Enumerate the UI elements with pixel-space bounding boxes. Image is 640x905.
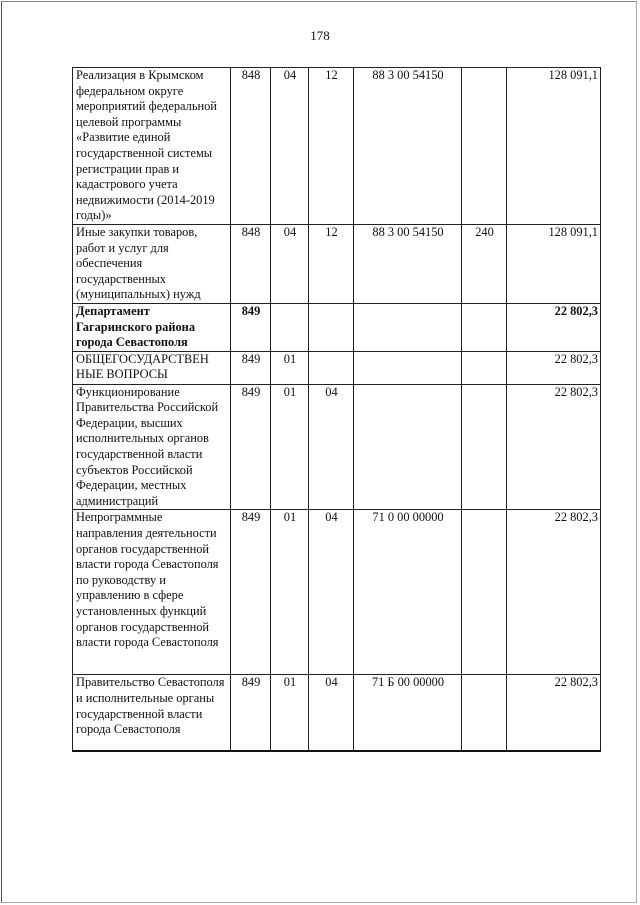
- expense-type-cell: [462, 303, 507, 351]
- expense-type-cell: 240: [462, 224, 507, 303]
- target-article-cell: 88 3 00 54150: [354, 224, 462, 303]
- ved-cell: 849: [231, 675, 271, 751]
- expense-type-cell: [462, 675, 507, 751]
- ved-cell: 849: [231, 303, 271, 351]
- section-cell: 01: [271, 351, 309, 384]
- subsection-cell: [309, 351, 354, 384]
- subsection-cell: 04: [309, 675, 354, 751]
- row-name-cell: Правительство Севастополя и исполнительные органы государственной власти города Севастополя: [73, 675, 231, 751]
- ved-cell: 849: [231, 384, 271, 510]
- section-cell: 01: [271, 384, 309, 510]
- table-row: [73, 510, 601, 675]
- amount-cell: 128 091,1: [507, 68, 601, 225]
- section-cell: 04: [271, 224, 309, 303]
- row-name-cell: Реализация в Крымском федеральном округе мероприятий федеральной целевой программы «Развитие единой государственной системы регистрации прав и кадастрового учета недвижимости (2014-2019 годы)»: [73, 68, 231, 225]
- table-row: [73, 303, 601, 351]
- amount-cell: 22 802,3: [507, 675, 601, 751]
- section-cell: 01: [271, 510, 309, 675]
- ved-cell: 849: [231, 351, 271, 384]
- target-article-cell: 71 Б 00 00000: [354, 675, 462, 751]
- page-number: 178: [310, 28, 330, 43]
- section-cell: [271, 303, 309, 351]
- table-row: [73, 224, 601, 303]
- row-name-cell: ОБЩЕГОСУДАРСТВЕН НЫЕ ВОПРОСЫ: [73, 351, 231, 384]
- table-row: [73, 68, 601, 225]
- subsection-cell: 12: [309, 224, 354, 303]
- subsection-cell: 04: [309, 510, 354, 675]
- ved-cell: 848: [231, 224, 271, 303]
- row-name-cell: Непрограммные направления деятельности органов государственной власти города Севастополя по руководству и управлению в сфере установленных функций органов государственной власти города Севастополя: [73, 510, 231, 675]
- target-article-cell: 88 3 00 54150: [354, 68, 462, 225]
- row-name-cell: Департамент Гагаринского района города Севастополя: [73, 303, 231, 351]
- expense-type-cell: [462, 384, 507, 510]
- amount-cell: 22 802,3: [507, 384, 601, 510]
- subsection-cell: 04: [309, 384, 354, 510]
- amount-cell: 22 802,3: [507, 351, 601, 384]
- section-cell: 01: [271, 675, 309, 751]
- target-article-cell: [354, 384, 462, 510]
- table-row: [73, 675, 601, 751]
- row-name-cell: Функционирование Правительства Российской Федерации, высших исполнительных органов государственной власти субъектов Российской Федерации, местных администраций: [73, 384, 231, 510]
- target-article-cell: [354, 351, 462, 384]
- amount-cell: 22 802,3: [507, 510, 601, 675]
- ved-cell: 848: [231, 68, 271, 225]
- ved-cell: 849: [231, 510, 271, 675]
- budget-table: [72, 67, 601, 752]
- expense-type-cell: [462, 68, 507, 225]
- expense-type-cell: [462, 351, 507, 384]
- subsection-cell: [309, 303, 354, 351]
- table-row: [73, 351, 601, 384]
- expense-type-cell: [462, 510, 507, 675]
- amount-cell: 22 802,3: [507, 303, 601, 351]
- target-article-cell: [354, 303, 462, 351]
- row-name-cell: Иные закупки товаров, работ и услуг для обеспечения государственных (муниципальных) нужд: [73, 224, 231, 303]
- amount-cell: 128 091,1: [507, 224, 601, 303]
- table-row: [73, 384, 601, 510]
- section-cell: 04: [271, 68, 309, 225]
- subsection-cell: 12: [309, 68, 354, 225]
- target-article-cell: 71 0 00 00000: [354, 510, 462, 675]
